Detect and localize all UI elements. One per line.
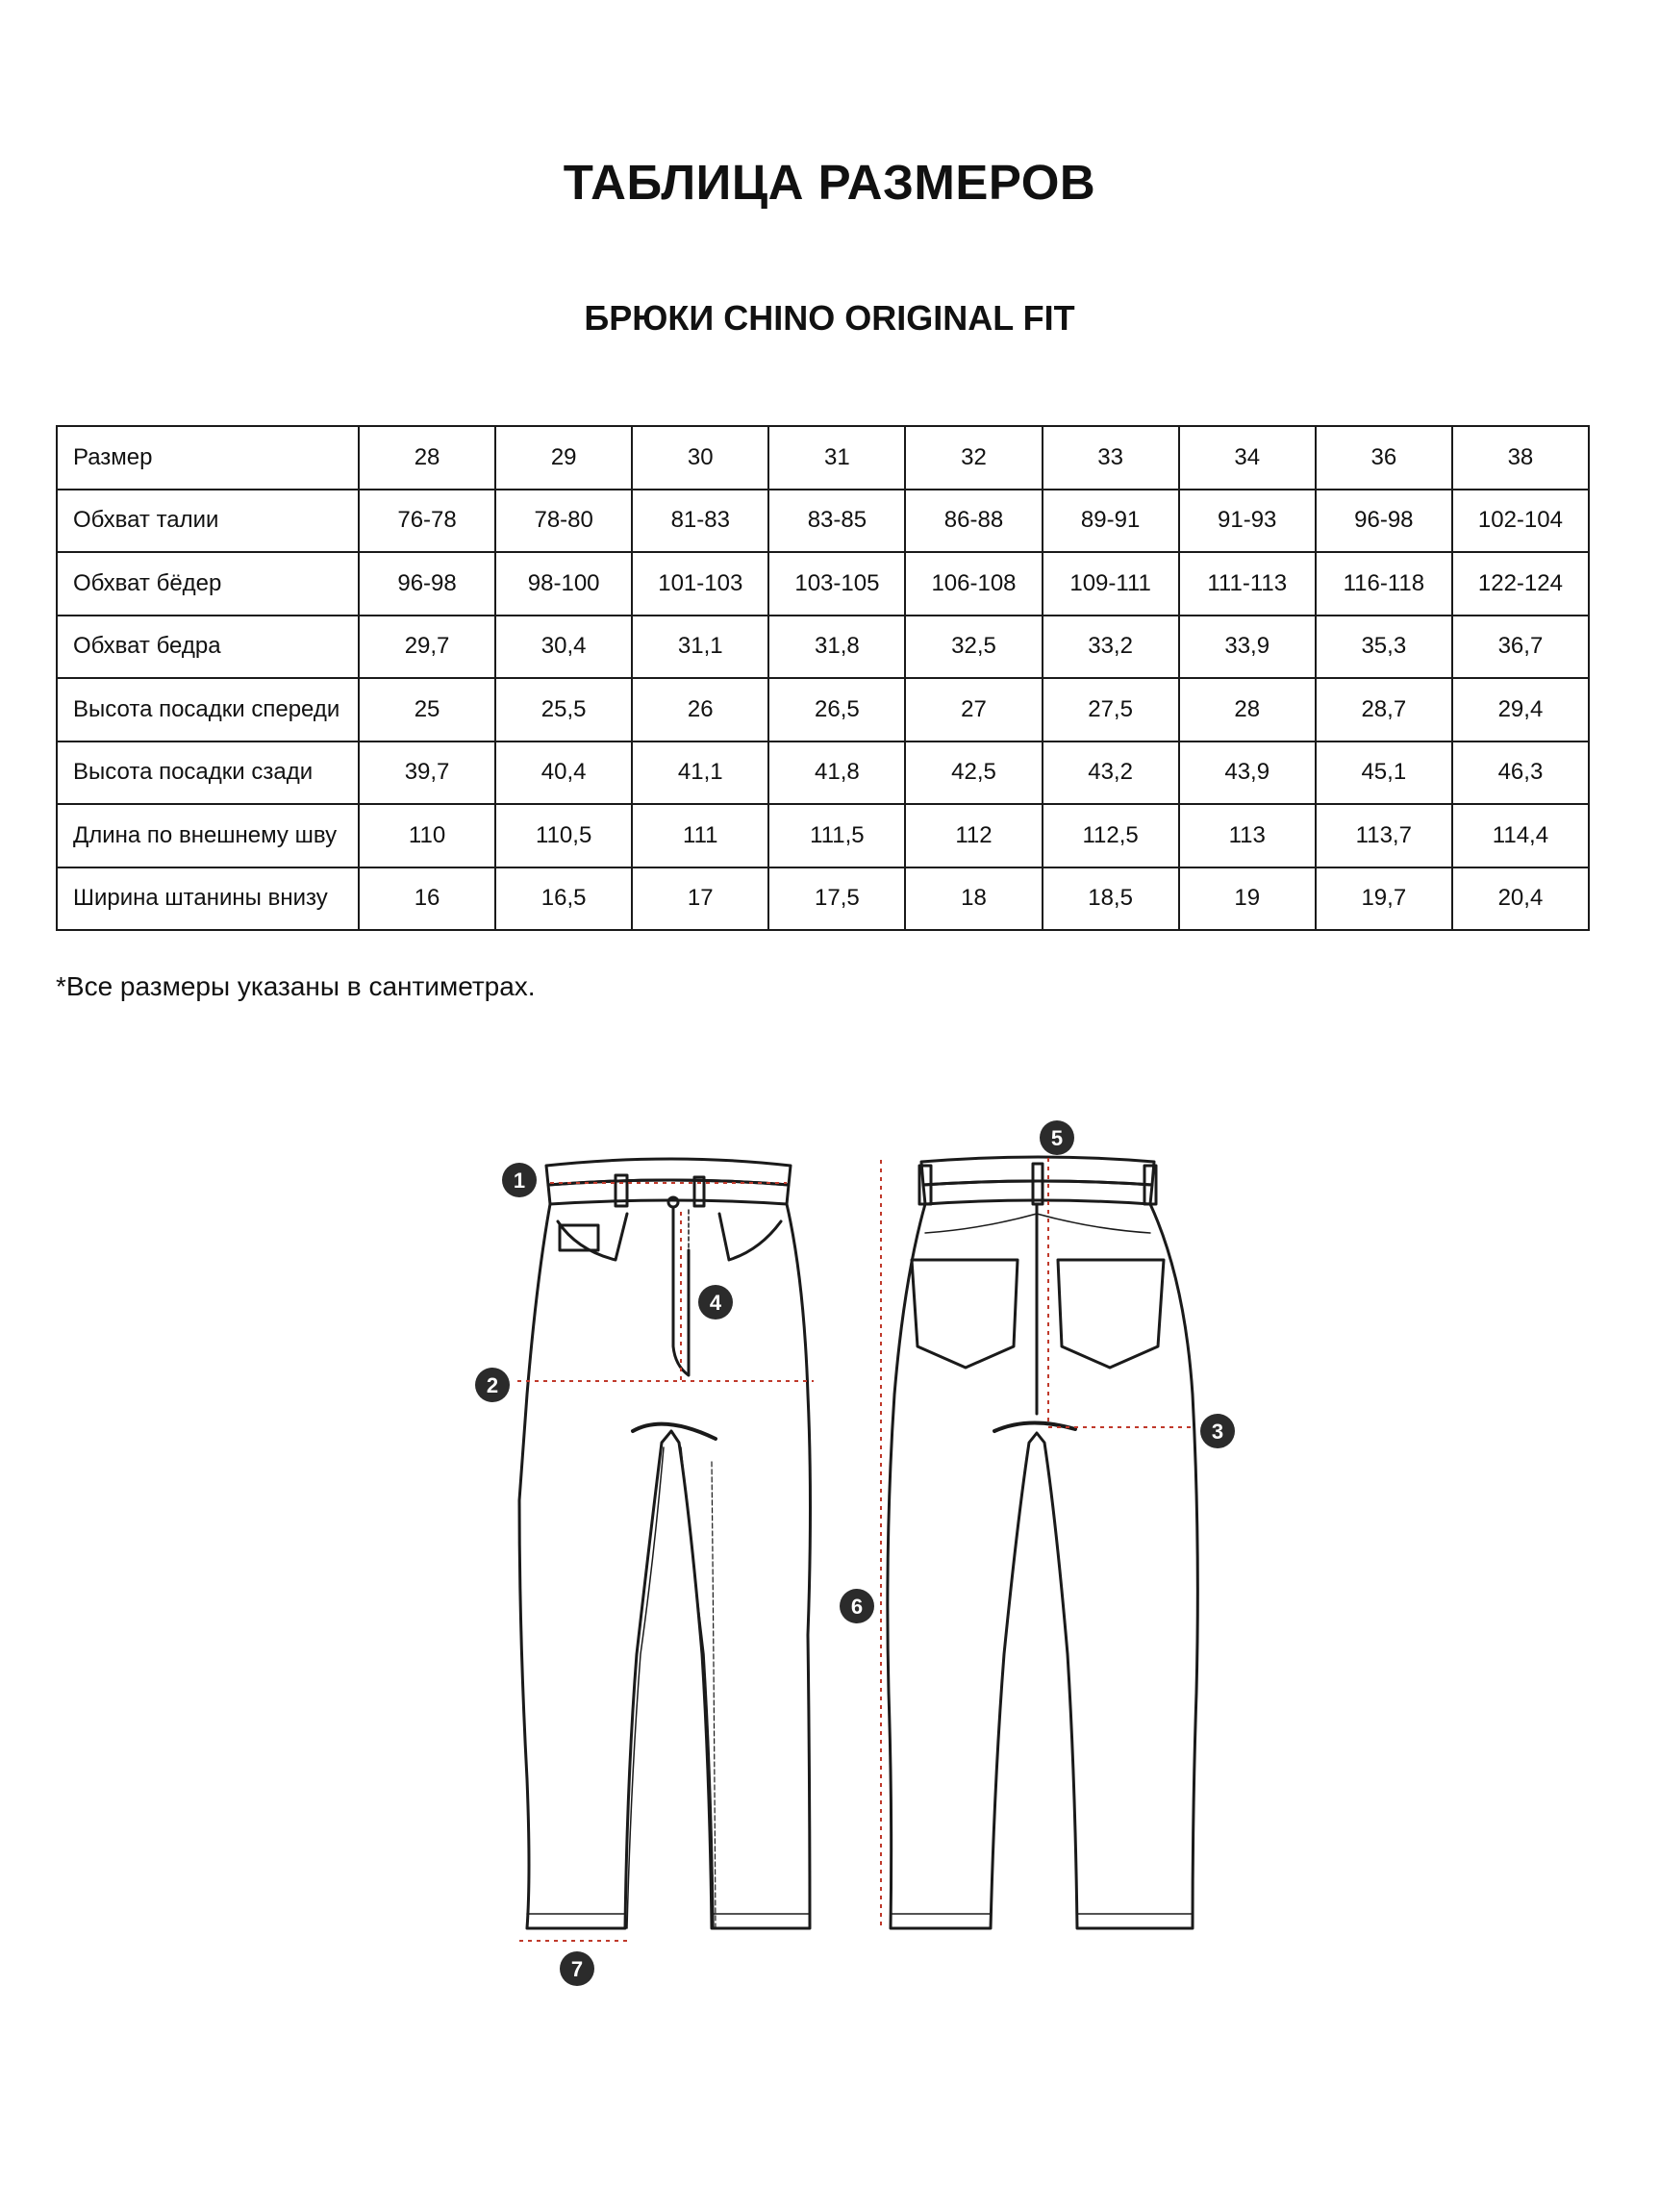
row-label: Обхват бедра (57, 616, 359, 679)
table-cell: 46,3 (1452, 742, 1589, 805)
table-cell: 76-78 (359, 490, 495, 553)
table-cell: 40,4 (495, 742, 632, 805)
row-label: Длина по внешнему шву (57, 804, 359, 867)
table-cell: 113,7 (1316, 804, 1452, 867)
table-cell: 110 (359, 804, 495, 867)
table-cell: 32,5 (905, 616, 1042, 679)
table-cell: 122-124 (1452, 552, 1589, 616)
table-cell: 16,5 (495, 867, 632, 931)
table-cell: 81-83 (632, 490, 768, 553)
row-label: Обхват бёдер (57, 552, 359, 616)
table-cell: 114,4 (1452, 804, 1589, 867)
svg-text:7: 7 (570, 1957, 584, 1981)
row-label: Обхват талии (57, 490, 359, 553)
table-cell: 112 (905, 804, 1042, 867)
table-cell: 116-118 (1316, 552, 1452, 616)
marker-7 (560, 1951, 594, 1986)
table-cell: 86-88 (905, 490, 1042, 553)
table-cell: 36 (1316, 426, 1452, 490)
table-cell: 83-85 (768, 490, 905, 553)
page-title: ТАБЛИЦА РАЗМЕРОВ (563, 155, 1096, 210)
table-cell: 110,5 (495, 804, 632, 867)
table-cell: 33,2 (1043, 616, 1179, 679)
front-view (519, 1159, 811, 1928)
table-cell: 33,9 (1179, 616, 1316, 679)
svg-text:4: 4 (709, 1291, 722, 1315)
table-cell: 36,7 (1452, 616, 1589, 679)
table-cell: 109-111 (1043, 552, 1179, 616)
marker-6 (840, 1589, 874, 1623)
svg-text:6: 6 (850, 1595, 864, 1619)
table-cell: 45,1 (1316, 742, 1452, 805)
back-view (888, 1157, 1197, 1928)
table-cell: 18,5 (1043, 867, 1179, 931)
table-cell: 35,3 (1316, 616, 1452, 679)
table-cell: 106-108 (905, 552, 1042, 616)
table-cell: 26,5 (768, 678, 905, 742)
table-cell: 32 (905, 426, 1042, 490)
table-cell: 98-100 (495, 552, 632, 616)
table-cell: 102-104 (1452, 490, 1589, 553)
table-cell: 111 (632, 804, 768, 867)
table-cell: 26 (632, 678, 768, 742)
marker-2 (475, 1368, 510, 1402)
svg-text:5: 5 (1050, 1126, 1064, 1150)
table-cell: 96-98 (1316, 490, 1452, 553)
table-cell: 31 (768, 426, 905, 490)
table-cell: 25,5 (495, 678, 632, 742)
table-cell: 43,9 (1179, 742, 1316, 805)
product-subtitle: БРЮКИ CHINO ORIGINAL FIT (584, 298, 1075, 338)
row-label: Высота посадки сзади (57, 742, 359, 805)
table-cell: 42,5 (905, 742, 1042, 805)
table-cell: 101-103 (632, 552, 768, 616)
table-cell: 31,8 (768, 616, 905, 679)
table-cell: 96-98 (359, 552, 495, 616)
svg-text:1: 1 (513, 1169, 526, 1193)
table-cell: 28 (359, 426, 495, 490)
table-cell: 41,1 (632, 742, 768, 805)
marker-3 (1200, 1414, 1235, 1448)
table-cell: 91-93 (1179, 490, 1316, 553)
table-cell: 20,4 (1452, 867, 1589, 931)
marker-4 (698, 1285, 733, 1320)
table-cell: 113 (1179, 804, 1316, 867)
table-cell: 19,7 (1316, 867, 1452, 931)
table-cell: 43,2 (1043, 742, 1179, 805)
table-cell: 17 (632, 867, 768, 931)
svg-text:2: 2 (486, 1373, 499, 1397)
table-cell: 89-91 (1043, 490, 1179, 553)
table-cell: 34 (1179, 426, 1316, 490)
table-cell: 28,7 (1316, 678, 1452, 742)
table-cell: 103-105 (768, 552, 905, 616)
table-cell: 28 (1179, 678, 1316, 742)
table-cell: 29,7 (359, 616, 495, 679)
table-cell: 30 (632, 426, 768, 490)
table-cell: 78-80 (495, 490, 632, 553)
table-cell: 27 (905, 678, 1042, 742)
measurement-lines (517, 1158, 1193, 1941)
marker-5 (1040, 1120, 1074, 1155)
table-cell: 39,7 (359, 742, 495, 805)
units-note: *Все размеры указаны в сантиметрах. (56, 971, 536, 1001)
table-cell: 31,1 (632, 616, 768, 679)
table-cell: 33 (1043, 426, 1179, 490)
table-cell: 18 (905, 867, 1042, 931)
table-cell: 30,4 (495, 616, 632, 679)
table-cell: 41,8 (768, 742, 905, 805)
table-cell: 111,5 (768, 804, 905, 867)
row-label: Высота посадки спереди (57, 678, 359, 742)
table-cell: 19 (1179, 867, 1316, 931)
svg-text:3: 3 (1211, 1420, 1224, 1444)
table-cell: 27,5 (1043, 678, 1179, 742)
table-cell: 17,5 (768, 867, 905, 931)
marker-1 (502, 1163, 537, 1197)
table-cell: 16 (359, 867, 495, 931)
row-label: Размер (57, 426, 359, 490)
table-cell: 25 (359, 678, 495, 742)
table-cell: 29 (495, 426, 632, 490)
table-cell: 29,4 (1452, 678, 1589, 742)
table-cell: 38 (1452, 426, 1589, 490)
row-label: Ширина штанины внизу (57, 867, 359, 931)
table-cell: 111-113 (1179, 552, 1316, 616)
table-cell: 112,5 (1043, 804, 1179, 867)
